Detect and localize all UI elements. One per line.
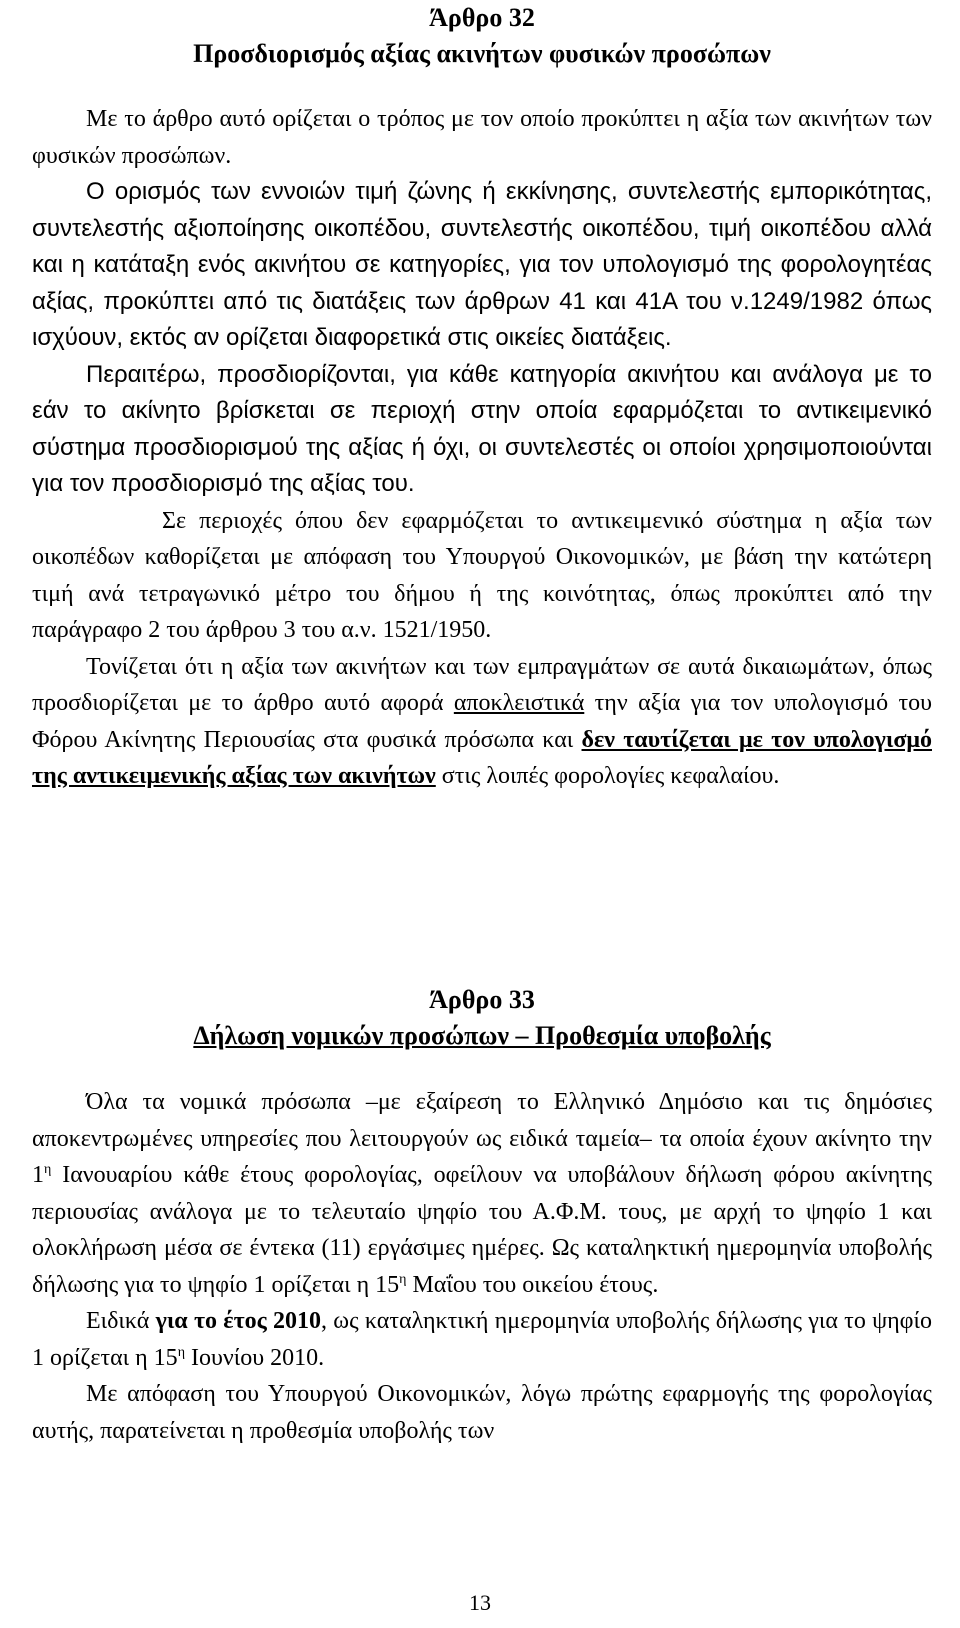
a33-p1-text-a: Όλα τα νομικά πρόσωπα –με εξαίρεση το Ελληνικό Δημόσιο και τις δημόσιες αποκεντρωμένες υπηρεσίες που λειτουργούν ως ειδικά ταμεία– τα οποία έχουν ακίνητο την 1 <box>32 1089 932 1188</box>
a33-p2-text-b: , ως καταληκτική ημερομηνία υποβολής δήλωσης για το ψηφίο 1 ορίζεται η 15 <box>32 1308 932 1371</box>
a33-p2-bold: για το έτος 2010 <box>155 1308 322 1334</box>
p5-bold-underlined: δεν ταυτίζεται με τον υπολογισμό της αντικειμενικής αξίας των ακινήτων <box>32 726 932 789</box>
article-33-paragraph-1 <box>32 1084 932 1303</box>
page-number: 13 <box>469 1590 491 1615</box>
article-32-paragraph-5 <box>32 649 932 795</box>
article-32 <box>32 0 932 72</box>
a33-p2-text-a: Ειδικά <box>86 1308 156 1334</box>
a33-p1-sup-2: η <box>399 1271 407 1287</box>
a33-p2-sup: η <box>177 1344 186 1360</box>
article-32-number: Άρθρο 32 <box>429 3 535 32</box>
p5-text-c: στις λοιπές φορολογίες κεφαλαίου. <box>435 763 780 789</box>
a33-p1-text-c: Μαΐου του οικείου έτους. <box>406 1271 659 1298</box>
article-33-paragraph-3: Με απόφαση του Υπουργού Οικονομικών, λόγω πρώτης εφαρμογής της φορολογίας αυτής, παρατείνεται η προθεσμία υποβολής των <box>32 1381 932 1444</box>
article-32-paragraph-3: Περαιτέρω, προσδιορίζονται, για κάθε κατηγορία ακινήτου και ανάλογα με το εάν το ακίνητο βρίσκεται σε περιοχή στην οποία εφαρμόζεται το αντικειμενικό σύστημα προσδιορισμού της αξίας ή όχι, οι συντελεστές οι οποίοι χρησιμοποιούνται για τον προσδιορισμό της αξίας του. <box>32 360 932 497</box>
article-33-paragraph-2 <box>32 1303 932 1376</box>
p5-text-b: την αξία για τον υπολογισμό του Φόρου Ακίνητης Περιουσίας στα φυσικά πρόσωπα και <box>32 690 932 753</box>
article-33-title <box>32 1018 932 1054</box>
article-32-title: Προσδιορισμός αξίας ακινήτων φυσικών προσώπων <box>193 39 771 68</box>
article-32-paragraph-2: Ο ορισμός των εννοιών τιμή ζώνης ή εκκίνησης, συντελεστής εμπορικότητας, συντελεστής αξιοποίησης οικοπέδου, συντελεστής οικοπέδου, τιμή οικοπέδου αλλά και η κατάταξη ενός ακινήτου σε κατηγορίες, για τον υπολογισμό της φορολογητέας αξίας, προκύπτει από τις διατάξεις των άρθρων 41 και 41Α του ν.1249/1982 όπως ισχύουν, εκτός αν ορίζεται διαφορετικά στις οικείες διατάξεις. <box>32 178 932 351</box>
article-32-paragraph-4: Σε περιοχές όπου δεν εφαρμόζεται το αντικειμενικό σύστημα η αξία των οικοπέδων καθορίζεται με απόφαση του Υπουργού Οικονομικών, με βάση την κατώτερη τιμή ανά τετραγωνικό μέτρο του δήμου ή της κοινότητας, όπως προκύπτει από την παράγραφο 2 του άρθρου 3 του α.ν. 1521/1950. <box>32 507 932 643</box>
article-33 <box>32 982 932 1054</box>
a33-p1-text-b: Ιανουαρίου κάθε έτους φορολογίας, οφείλουν να υποβάλουν δήλωση φόρου ακίνητης περιουσίας ανάλογα με το τελευταίο ψηφίο του Α.Φ.Μ. τους, με αρχή το ψηφίο 1 και ολοκλήρωση μέσα σε έντεκα (11) εργάσιμες ημέρες. Ως καταληκτική ημερομηνία υποβολής δήλωσης για το ψηφίο 1 ορίζεται η 15 <box>32 1162 932 1298</box>
p5-underlined: αποκλειστικά <box>453 690 585 716</box>
article-33-number: Άρθρο 33 <box>429 985 535 1014</box>
article-32-paragraph-1: Με το άρθρο αυτό ορίζεται ο τρόπος με τον οποίο προκύπτει η αξία των ακινήτων των φυσικών προσώπων. <box>32 106 932 169</box>
a33-p1-sup-1: η <box>44 1162 52 1177</box>
a33-p2-text-c: Ιουνίου 2010. <box>185 1344 325 1371</box>
p5-text-a: Τονίζεται ότι η αξία των ακινήτων και των εμπραγμάτων σε αυτά δικαιωμάτων, όπως προσδιορίζεται με το άρθρο αυτό αφορά <box>32 653 932 716</box>
article-33-body <box>32 1084 932 1449</box>
article-33-title-text: Δήλωση νομικών προσώπων – Προθεσμία υποβολής <box>193 1021 771 1050</box>
article-32-body <box>32 101 932 795</box>
